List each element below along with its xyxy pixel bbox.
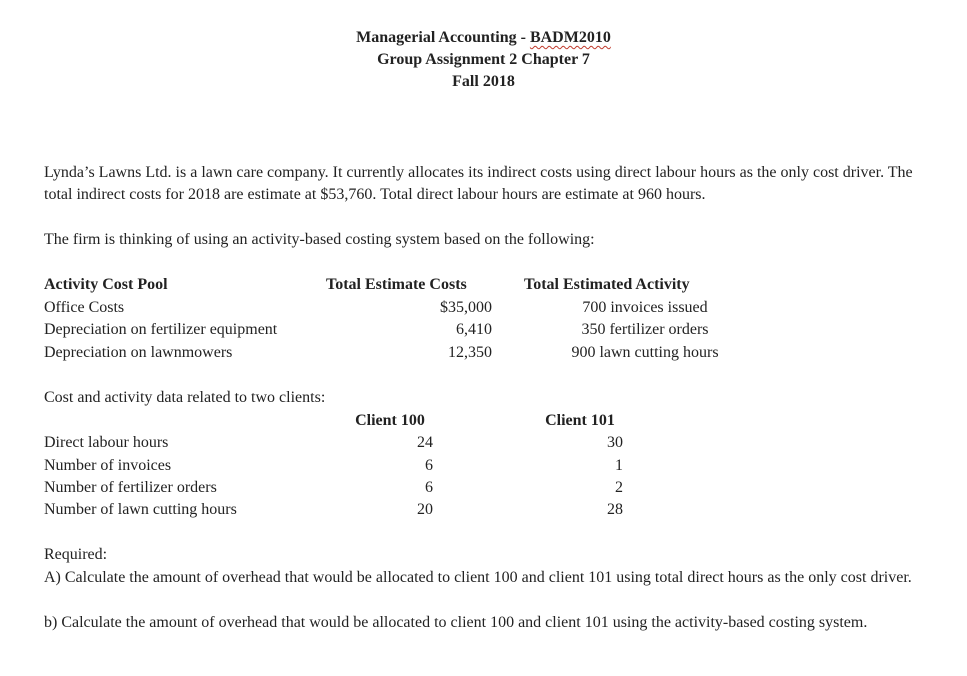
client-101-value: 1: [615, 457, 623, 474]
client-row-label: Number of fertilizer orders: [44, 479, 217, 496]
client-100-value: 24: [417, 434, 433, 451]
client-intro: Cost and activity data related to two clients:: [44, 389, 326, 406]
client-100-value: 6: [425, 479, 433, 496]
activity-row-cost: 12,350: [448, 344, 492, 361]
intro-paragraph: Lynda’s Lawns Ltd. is a lawn care company. It currently allocates its indirect costs using direct labour hours as the only cost driver. The total indirect costs for 2018 are estimate at $53,760. Total direct labour hours are estimate at 960 hours.: [44, 164, 913, 203]
abc-sentence: The firm is thinking of using an activity-based costing system based on the following:: [44, 231, 595, 248]
client-100-header: Client 100: [355, 412, 425, 429]
activity-header-cost: Total Estimate Costs: [326, 276, 467, 293]
activity-row-cost: 6,410: [456, 321, 492, 338]
activity-row-pool: Depreciation on fertilizer equipment: [44, 321, 278, 338]
required-part-b: b) Calculate the amount of overhead that would be allocated to client 100 and client 101 using the activity-based costing system.: [44, 614, 868, 631]
course-prefix: Managerial Accounting -: [356, 29, 530, 46]
client-101-header: Client 101: [545, 412, 615, 429]
client-101-value: 2: [615, 479, 623, 496]
client-100-value: 20: [417, 501, 433, 518]
client-101-value: 28: [607, 501, 623, 518]
client-100-value: 6: [425, 457, 433, 474]
client-row-label: Direct labour hours: [44, 434, 169, 451]
required-part-a: A) Calculate the amount of overhead that would be allocated to client 100 and client 101 using total direct hours as the only cost driver.: [44, 569, 912, 586]
assignment-title: Group Assignment 2 Chapter 7: [377, 51, 590, 68]
term: Fall 2018: [452, 73, 515, 90]
client-101-value: 30: [607, 434, 623, 451]
course-title: [0, 28, 967, 48]
activity-header-activity: Total Estimated Activity: [524, 276, 690, 293]
activity-row-activity: 700 invoices issued: [582, 299, 708, 316]
required-heading: Required:: [44, 546, 108, 563]
activity-header-pool: Activity Cost Pool: [44, 276, 168, 293]
activity-row-activity: 350 fertilizer orders: [581, 321, 709, 338]
course-code: BADM2010: [529, 29, 611, 46]
activity-row-activity: 900 lawn cutting hours: [571, 344, 719, 361]
client-row-label: Number of invoices: [44, 457, 172, 474]
activity-row-cost: $35,000: [440, 299, 492, 316]
activity-row-pool: Office Costs: [44, 299, 125, 316]
activity-row-pool: Depreciation on lawnmowers: [44, 344, 233, 361]
client-row-label: Number of lawn cutting hours: [44, 501, 237, 518]
